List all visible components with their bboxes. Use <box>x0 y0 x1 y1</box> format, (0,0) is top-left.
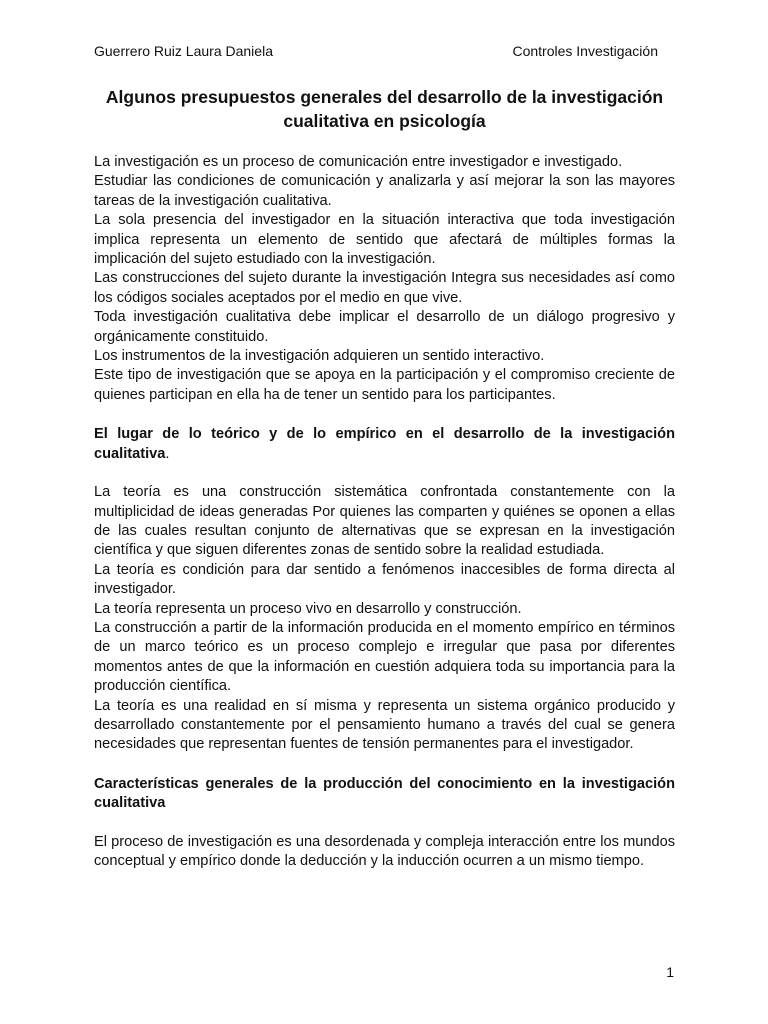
paragraph: La teoría es una realidad en sí misma y representa un sistema orgánico producido y desarrollado constantemente por el pensamiento humano a través del cual se genera necesidades que representan fuentes de tensión permanentes para el investigador. <box>94 697 675 753</box>
paragraph: Estudiar las condiciones de comunicación y analizarla y así mejorar la son las mayores tareas de la investigación cualitativa. <box>94 173 675 209</box>
paragraph: La investigación es un proceso de comunicación entre investigador e investigado. <box>94 154 623 170</box>
page-number: 1 <box>666 964 674 980</box>
section-heading-tail: . <box>165 445 170 462</box>
paragraph: La sola presencia del investigador en la situación interactiva que toda investigación implica representa un elemento de sentido que afectará de múltiples formas la implicación del sujeto estudiado con la investigación. <box>94 212 675 268</box>
section-caracteristicas <box>94 833 675 872</box>
running-header <box>94 42 658 60</box>
document-title: Algunos presupuestos generales del desarrollo de la investigación cualitativa en psicología <box>105 87 664 131</box>
paragraph: Este tipo de investigación que se apoya en la participación y el compromiso creciente de quienes participan en ella ha de tener un sentido para los participantes. <box>94 367 675 403</box>
section-heading-text: El lugar de lo teórico y de lo empírico en el desarrollo de la investigación cualitativa <box>94 426 675 462</box>
document-body <box>94 85 675 871</box>
paragraph: La teoría es una construcción sistemática confrontada constantemente con la multiplicidad de ideas generadas Por quienes las comparten y quiénes se oponen a ellas de las cuales resultan conjunto de alternativas que se expresan en la investigación científica y que siguen diferentes zonas de sentido sobre la realidad estudiada. <box>94 484 675 559</box>
header-course: Controles Investigación <box>512 43 658 59</box>
paragraph: El proceso de investigación es una desordenada y compleja interacción entre los mundos conceptual y empírico donde la deducción y la inducción ocurren a un mismo tiempo. <box>94 833 675 869</box>
section-heading-caracteristicas: Características generales de la producción del conocimiento en la investigación cualitativa <box>94 775 675 812</box>
header-author: Guerrero Ruiz Laura Daniela <box>94 43 273 59</box>
paragraph: La teoría es condición para dar sentido a fenómenos inaccesibles de forma directa al investigador. <box>94 561 675 598</box>
paragraph: Las construcciones del sujeto durante la investigación Integra sus necesidades así como los códigos sociales aceptados por el medio en que vive. <box>94 270 675 306</box>
paragraph: Toda investigación cualitativa debe implicar el desarrollo de un diálogo progresivo y orgánicamente constituido. <box>94 309 675 345</box>
section-heading-teorico-empirico <box>94 425 675 464</box>
paragraph: La construcción a partir de la información producida en el momento empírico en términos de un marco teórico es un proceso complejo e irregular que pasa por diferentes momentos antes de que la información en cuestión adquiera toda su importancia para la producción científica. <box>94 619 675 695</box>
paragraph: La teoría representa un proceso vivo en desarrollo y construcción. <box>94 600 522 617</box>
paragraph: Los instrumentos de la investigación adquieren un sentido interactivo. <box>94 348 545 365</box>
intro-block <box>94 153 675 405</box>
section-teorico-empirico <box>94 483 675 755</box>
